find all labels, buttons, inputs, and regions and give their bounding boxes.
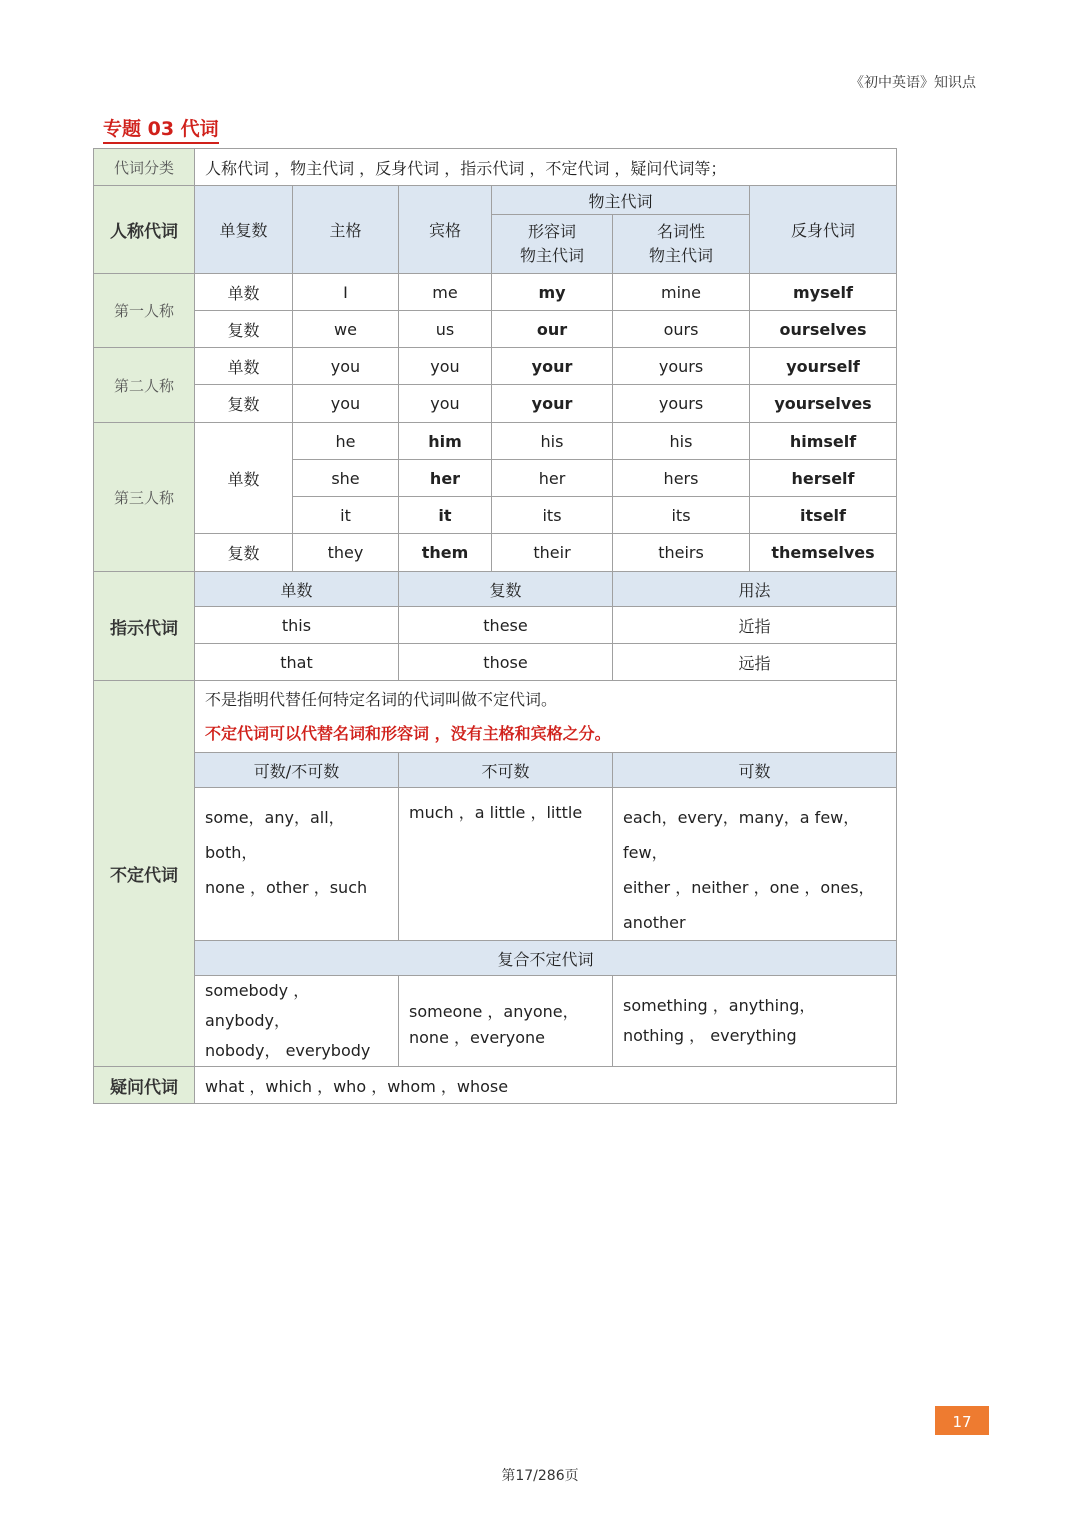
demonstrative-singular-cell: that (195, 644, 399, 681)
subject-cell: he (293, 423, 399, 460)
indefinite-both-line: none ，other ，such (205, 878, 368, 897)
adj-possessive-cell: its (492, 497, 613, 534)
header-reflexive: 反身代词 (750, 186, 897, 274)
indefinite-header-uncountable: 不可数 (399, 753, 613, 788)
subject-cell: I (293, 274, 399, 311)
header-subject: 主格 (293, 186, 399, 274)
demonstrative-plural-cell: those (399, 644, 613, 681)
reflexive-cell: itself (750, 497, 897, 534)
reflexive-cell: yourselves (750, 385, 897, 423)
demonstrative-usage-cell: 远指 (613, 644, 897, 681)
object-cell: them (399, 534, 492, 572)
noun-possessive-cell: mine (613, 274, 750, 311)
header-number: 单复数 (195, 186, 293, 274)
demonstrative-header-singular: 单数 (195, 572, 399, 607)
compound-line: nobody， everybody (205, 1041, 371, 1060)
table-row (94, 607, 897, 644)
indefinite-content-row (94, 788, 897, 941)
indefinite-label: 不定代词 (94, 681, 195, 1067)
header-noun-possessive (613, 215, 750, 274)
compound-content-row (94, 976, 897, 1067)
compound-line: nothing ， everything (623, 1026, 797, 1045)
header-object: 宾格 (399, 186, 492, 274)
reflexive-cell: themselves (750, 534, 897, 572)
subject-cell: you (293, 348, 399, 385)
indefinite-countable-line: each，every，many，a few，few， (623, 808, 860, 862)
interrogative-label: 疑问代词 (94, 1067, 195, 1104)
compound-header-row (94, 941, 897, 976)
indefinite-both-line: some，any，all，both， (205, 808, 345, 862)
compound-line: somebody ，anybody， (205, 981, 310, 1030)
page-footer: 第17/286页 (501, 1468, 579, 1484)
header-adj-possessive-line1: 形容词 (527, 222, 576, 241)
compound-line: something ，anything， (623, 996, 816, 1015)
table-row (94, 385, 897, 423)
adj-possessive-cell: their (492, 534, 613, 572)
noun-possessive-cell: hers (613, 460, 750, 497)
demonstrative-header-row (94, 572, 897, 607)
compound-one-cell (399, 976, 613, 1067)
demonstrative-singular-cell: this (195, 607, 399, 644)
indefinite-definition-row (94, 681, 897, 753)
demonstrative-label: 指示代词 (94, 572, 195, 681)
interrogative-row (94, 1067, 897, 1104)
indefinite-uncountable-cell: much ，a little ，little (399, 788, 613, 941)
table-row (94, 348, 897, 385)
table-row (94, 274, 897, 311)
number-cell: 单数 (195, 274, 293, 311)
header-adj-possessive (492, 215, 613, 274)
book-title: 《初中英语》知识点 (850, 75, 976, 91)
indefinite-header-countable: 可数 (613, 753, 897, 788)
indefinite-definition-cell (195, 681, 897, 753)
reflexive-cell: yourself (750, 348, 897, 385)
classification-label: 代词分类 (94, 149, 195, 186)
indefinite-note: 不定代词可以代替名词和形容词 ，没有主格和宾格之分。 (205, 723, 611, 743)
object-cell: us (399, 311, 492, 348)
noun-possessive-cell: ours (613, 311, 750, 348)
indefinite-definition: 不是指明代替任何特定名词的代词叫做不定代词。 (205, 689, 558, 709)
number-cell: 复数 (195, 385, 293, 423)
classification-text: 人称代词 ，物主代词 ，反身代词 ，指示代词 ，不定代词 ，疑问代词等； (195, 149, 897, 186)
object-cell: her (399, 460, 492, 497)
compound-header: 复合不定代词 (195, 941, 897, 976)
subject-cell: you (293, 385, 399, 423)
object-cell: you (399, 348, 492, 385)
number-cell: 复数 (195, 534, 293, 572)
adj-possessive-cell: your (492, 385, 613, 423)
pronoun-table (93, 148, 897, 1104)
header-noun-possessive-line1: 名词性 (656, 222, 705, 241)
number-cell: 复数 (195, 311, 293, 348)
adj-possessive-cell: my (492, 274, 613, 311)
noun-possessive-cell: yours (613, 348, 750, 385)
noun-possessive-cell: its (613, 497, 750, 534)
interrogative-text: what ，which ，who ，whom ，whose (195, 1067, 897, 1104)
indefinite-header-both: 可数/不可数 (195, 753, 399, 788)
table-row (94, 644, 897, 681)
reflexive-cell: myself (750, 274, 897, 311)
demonstrative-header-plural: 复数 (399, 572, 613, 607)
first-person-label: 第一人称 (94, 274, 195, 348)
demonstrative-usage-cell: 近指 (613, 607, 897, 644)
table-row (94, 423, 897, 460)
demonstrative-header-usage: 用法 (613, 572, 897, 607)
reflexive-cell: ourselves (750, 311, 897, 348)
compound-body-cell (195, 976, 399, 1067)
indefinite-countable-line: either ，neither ，one ，ones， (623, 878, 875, 897)
indefinite-countable-cell (613, 788, 897, 941)
classification-row (94, 149, 897, 186)
object-cell: him (399, 423, 492, 460)
compound-line: none ，everyone (409, 1028, 545, 1047)
second-person-label: 第二人称 (94, 348, 195, 423)
reflexive-cell: himself (750, 423, 897, 460)
demonstrative-plural-cell: these (399, 607, 613, 644)
personal-label: 人称代词 (94, 186, 195, 274)
adj-possessive-cell: your (492, 348, 613, 385)
adj-possessive-cell: our (492, 311, 613, 348)
indefinite-countable-line: another (623, 913, 686, 932)
subject-cell: we (293, 311, 399, 348)
compound-line: someone ，anyone， (409, 1002, 579, 1021)
object-cell: you (399, 385, 492, 423)
noun-possessive-cell: his (613, 423, 750, 460)
number-cell: 单数 (195, 348, 293, 385)
table-row (94, 311, 897, 348)
adj-possessive-cell: her (492, 460, 613, 497)
subject-cell: they (293, 534, 399, 572)
object-cell: me (399, 274, 492, 311)
header-noun-possessive-line2: 物主代词 (648, 246, 713, 265)
indefinite-both-cell (195, 788, 399, 941)
page-number-badge: 17 (935, 1406, 989, 1435)
personal-header-row-1 (94, 186, 897, 215)
subject-cell: it (293, 497, 399, 534)
topic-title: 专题 03 代词 (103, 117, 219, 144)
noun-possessive-cell: yours (613, 385, 750, 423)
indefinite-header-row (94, 753, 897, 788)
object-cell: it (399, 497, 492, 534)
subject-cell: she (293, 460, 399, 497)
header-adj-possessive-line2: 物主代词 (519, 246, 584, 265)
table-row (94, 534, 897, 572)
number-cell: 单数 (195, 423, 293, 534)
compound-thing-cell (613, 976, 897, 1067)
third-person-label: 第三人称 (94, 423, 195, 572)
header-possessive-group: 物主代词 (492, 186, 750, 215)
noun-possessive-cell: theirs (613, 534, 750, 572)
reflexive-cell: herself (750, 460, 897, 497)
adj-possessive-cell: his (492, 423, 613, 460)
